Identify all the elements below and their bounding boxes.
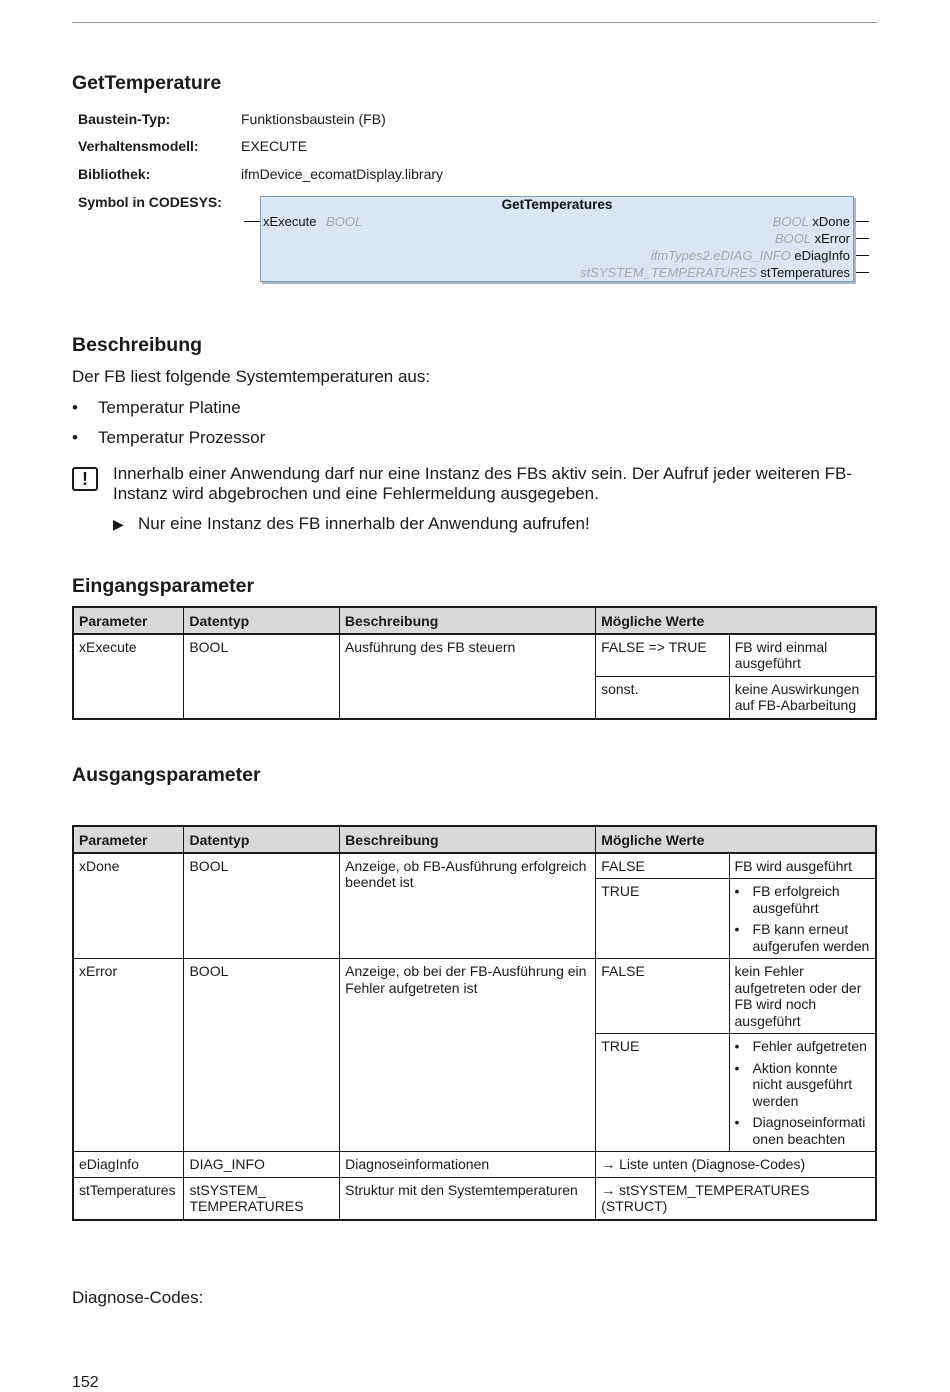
diagnose-codes-label: Diagnose-Codes: <box>72 1288 204 1307</box>
eingang-heading: Eingangsparameter <box>72 575 255 597</box>
fb-symbol <box>260 196 854 282</box>
type-cell: BOOL <box>184 959 340 1152</box>
fb-output-pin <box>775 231 850 246</box>
value-cell: FALSE => TRUE <box>596 634 730 677</box>
list-item: • Fehler aufgetreten <box>735 1038 870 1055</box>
desc-cell: Anzeige, ob FB-Ausführung erfolgreich beendet ist <box>340 853 596 959</box>
meta-label-symbol: Symbol in CODESYS: <box>78 194 222 210</box>
value-cell: → stSYSTEM_TEMPERATURES (STRUCT) <box>596 1177 876 1220</box>
play-arrow-icon: ▶ <box>113 516 124 532</box>
meaning-cell: FB wird ausgeführt <box>729 853 876 879</box>
fb-output-name: xDone <box>812 214 850 229</box>
output-pin-line <box>853 238 869 239</box>
fb-output-name: stTemperatures <box>760 265 850 280</box>
value-cell: TRUE <box>596 879 729 959</box>
value-cell: FALSE <box>596 853 729 879</box>
fb-input-name: xExecute <box>263 214 317 229</box>
value-cell: sonst. <box>596 676 730 719</box>
list-item: • Diagnoseinformati onen beachten <box>735 1114 870 1147</box>
output-pin-line <box>853 272 869 273</box>
value-cell: FALSE <box>596 959 729 1034</box>
table-header: Mögliche Werte <box>596 826 876 853</box>
page-number: 152 <box>72 1374 99 1391</box>
meaning-cell <box>729 879 876 959</box>
bullet-item: Temperatur Platine <box>98 398 241 417</box>
meta-label-library: Bibliothek: <box>78 166 151 182</box>
list-item: • FB kann erneut aufgerufen werden <box>735 921 870 954</box>
desc-cell: Ausführung des FB steuern <box>339 634 595 719</box>
fb-output-type: BOOL <box>772 214 809 229</box>
fb-title: GetTemperatures <box>501 197 613 212</box>
type-cell: BOOL <box>184 634 340 719</box>
bullet-marker: • <box>72 398 78 417</box>
desc-cell: Struktur mit den Systemtemperaturen <box>340 1177 596 1220</box>
beschreibung-heading: Beschreibung <box>72 334 203 356</box>
desc-cell: Diagnoseinformationen <box>340 1152 596 1178</box>
table-header: Mögliche Werte <box>596 607 876 634</box>
table-header: Datentyp <box>184 826 340 853</box>
param-cell: stTemperatures <box>73 1177 184 1220</box>
type-cell: BOOL <box>184 853 340 959</box>
output-pin-line <box>853 255 869 256</box>
fb-output-pin <box>773 214 850 229</box>
fb-input-pin <box>263 214 362 229</box>
output-parameter-table <box>72 825 877 1221</box>
table-header: Datentyp <box>184 607 340 634</box>
table-header: Beschreibung <box>340 826 596 853</box>
meta-label-model: Verhaltensmodell: <box>78 138 199 154</box>
param-cell: xError <box>73 959 184 1152</box>
beschreibung-intro: Der FB liest folgende Systemtemperaturen aus: <box>72 367 431 386</box>
type-cell: DIAG_INFO <box>184 1152 340 1178</box>
meaning-cell: keine Auswirkungen auf FB-Abarbeitung <box>729 676 876 719</box>
action-text: Nur eine Instanz des FB innerhalb der Anwendung aufrufen! <box>138 514 590 533</box>
fb-output-type: ifmTypes2.eDIAG_INFO <box>650 248 791 263</box>
section-title: GetTemperature <box>72 72 222 94</box>
param-cell: xDone <box>73 853 184 959</box>
fb-output-name: eDiagInfo <box>794 248 850 263</box>
type-cell: stSYSTEM_ TEMPERATURES <box>184 1177 340 1220</box>
fb-output-type: BOOL <box>774 231 811 246</box>
table-header: Beschreibung <box>339 607 595 634</box>
table-header: Parameter <box>73 607 184 634</box>
list-item: • Aktion konnte nicht ausgeführt werden <box>735 1060 870 1110</box>
list-item: • FB erfolgreich ausgeführt <box>735 883 870 916</box>
value-cell: → Liste unten (Diagnose-Codes) <box>596 1152 876 1178</box>
notice-text: Innerhalb einer Anwendung darf nur eine Instanz des FBs aktiv sein. Der Aufruf jeder weiteren FB-Instanz wird abgebrochen und eine Fehlermeldung ausgegeben. <box>113 464 852 503</box>
fb-input-type: BOOL <box>326 214 363 229</box>
desc-cell: Anzeige, ob bei der FB-Ausführung ein Fehler aufgetreten ist <box>340 959 596 1152</box>
output-pin-line <box>853 221 869 222</box>
input-parameter-table <box>72 606 877 720</box>
fb-output-pin <box>651 248 850 263</box>
header-rule <box>72 22 877 23</box>
bullet-marker: • <box>72 428 78 447</box>
meta-value-type: Funktionsbaustein (FB) <box>241 111 386 127</box>
ausgang-heading: Ausgangsparameter <box>72 764 261 786</box>
warning-icon: ! <box>72 467 98 491</box>
meta-value-library: ifmDevice_ecomatDisplay.library <box>241 166 444 182</box>
value-cell: TRUE <box>596 1034 729 1152</box>
table-header: Parameter <box>73 826 184 853</box>
bullet-item: Temperatur Prozessor <box>98 428 266 447</box>
meaning-cell <box>729 1034 876 1152</box>
meaning-cell: FB wird einmal ausgeführt <box>729 634 876 677</box>
meaning-cell: kein Fehler aufgetreten oder der FB wird noch ausgeführt <box>729 959 876 1034</box>
input-pin-line <box>244 221 261 222</box>
param-cell: eDiagInfo <box>73 1152 184 1178</box>
fb-output-name: xError <box>814 231 850 246</box>
meta-label-type: Baustein-Typ: <box>78 111 171 127</box>
fb-output-pin <box>580 265 850 280</box>
fb-output-type: stSYSTEM_TEMPERATURES <box>580 265 757 280</box>
meta-value-model: EXECUTE <box>241 138 308 154</box>
param-cell: xExecute <box>73 634 184 719</box>
